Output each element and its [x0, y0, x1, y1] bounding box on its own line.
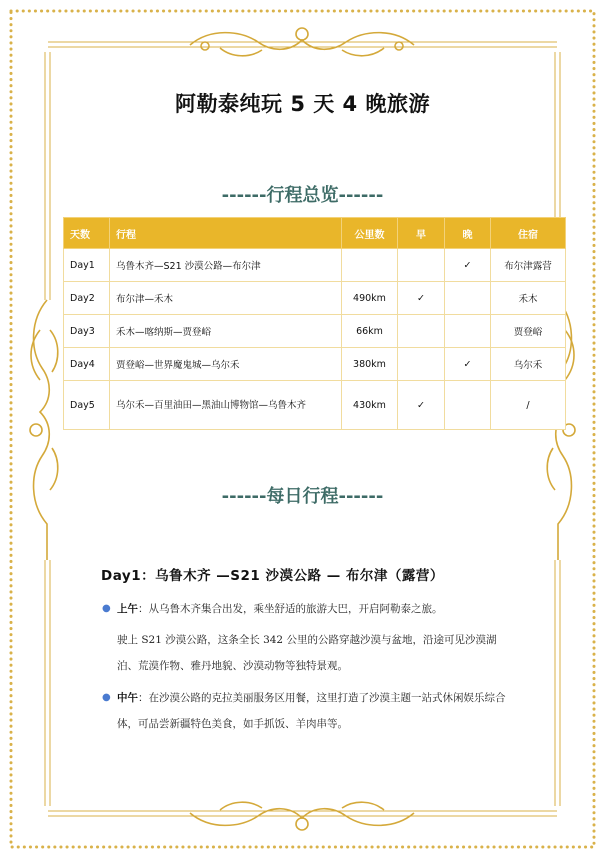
cell-breakfast: ✓ [398, 381, 445, 430]
cell-breakfast [398, 249, 445, 282]
cell-day: Day3 [64, 315, 110, 348]
day1-heading: Day1：乌鲁木齐 —S21 沙漠公路 — 布尔津（露营） [101, 568, 444, 584]
cell-breakfast: ✓ [398, 282, 445, 315]
cell-day: Day4 [64, 348, 110, 381]
table-row [64, 348, 566, 381]
bullet-icon: ● [102, 603, 111, 614]
cell-lodging: 禾木 [491, 282, 566, 315]
cell-dinner: ✓ [445, 348, 491, 381]
overview-heading: ------行程总览------ [221, 185, 384, 206]
table-row [64, 315, 566, 348]
day1-morning-paragraph [102, 596, 517, 622]
day1-highway-paragraph: 驶上 S21 沙漠公路，这条全长 342 公里的公路穿越沙漠与盆地，沿途可见沙漠湖泊、荒漠作物、雅丹地貌、沙漠动物等独特景观。 [117, 634, 497, 672]
table-row [64, 282, 566, 315]
cell-lodging: 乌尔禾 [491, 348, 566, 381]
morning-text: ：从乌鲁木齐集合出发，乘坐舒适的旅游大巴，开启阿勒泰之旅。 [138, 603, 443, 615]
cell-breakfast [398, 348, 445, 381]
cell-day: Day5 [64, 381, 110, 430]
cell-route: 乌尔禾—百里油田—黑油山博物馆—乌鲁木齐 [110, 381, 342, 430]
bullet-icon: ● [102, 692, 111, 703]
noon-text: ：在沙漠公路的克拉美丽服务区用餐，这里打造了沙漠主题一站式休闲娱乐综合体，可品尝新疆特色美食，如手抓饭、羊肉串等。 [117, 692, 506, 730]
table-row [64, 381, 566, 430]
day1-noon-paragraph [102, 685, 517, 737]
header-breakfast: 早 [398, 218, 445, 249]
itinerary-table [63, 217, 566, 430]
daily-heading: ------每日行程------ [221, 486, 384, 507]
cell-dinner [445, 282, 491, 315]
cell-dinner [445, 315, 491, 348]
page-title: 阿勒泰纯玩 5 天 4 晚旅游 [175, 92, 430, 116]
cell-route: 乌鲁木齐—S21 沙漠公路—布尔津 [110, 249, 342, 282]
morning-label: 上午 [117, 603, 138, 615]
cell-lodging: 贾登峪 [491, 315, 566, 348]
header-day: 天数 [64, 218, 110, 249]
cell-day: Day2 [64, 282, 110, 315]
table-header-row [64, 218, 566, 249]
cell-km: 490km [342, 282, 398, 315]
noon-label: 中午 [117, 692, 138, 704]
table-row [64, 249, 566, 282]
header-lodging: 住宿 [491, 218, 566, 249]
cell-km: 430km [342, 381, 398, 430]
cell-route: 贾登峪—世界魔鬼城—乌尔禾 [110, 348, 342, 381]
cell-km: 380km [342, 348, 398, 381]
cell-day: Day1 [64, 249, 110, 282]
cell-breakfast [398, 315, 445, 348]
cell-lodging: / [491, 381, 566, 430]
cell-dinner [445, 381, 491, 430]
cell-lodging: 布尔津露营 [491, 249, 566, 282]
header-km: 公里数 [342, 218, 398, 249]
cell-route: 布尔津—禾木 [110, 282, 342, 315]
cell-km [342, 249, 398, 282]
header-dinner: 晚 [445, 218, 491, 249]
cell-route: 禾木—喀纳斯—贾登峪 [110, 315, 342, 348]
header-route: 行程 [110, 218, 342, 249]
cell-km: 66km [342, 315, 398, 348]
cell-dinner: ✓ [445, 249, 491, 282]
